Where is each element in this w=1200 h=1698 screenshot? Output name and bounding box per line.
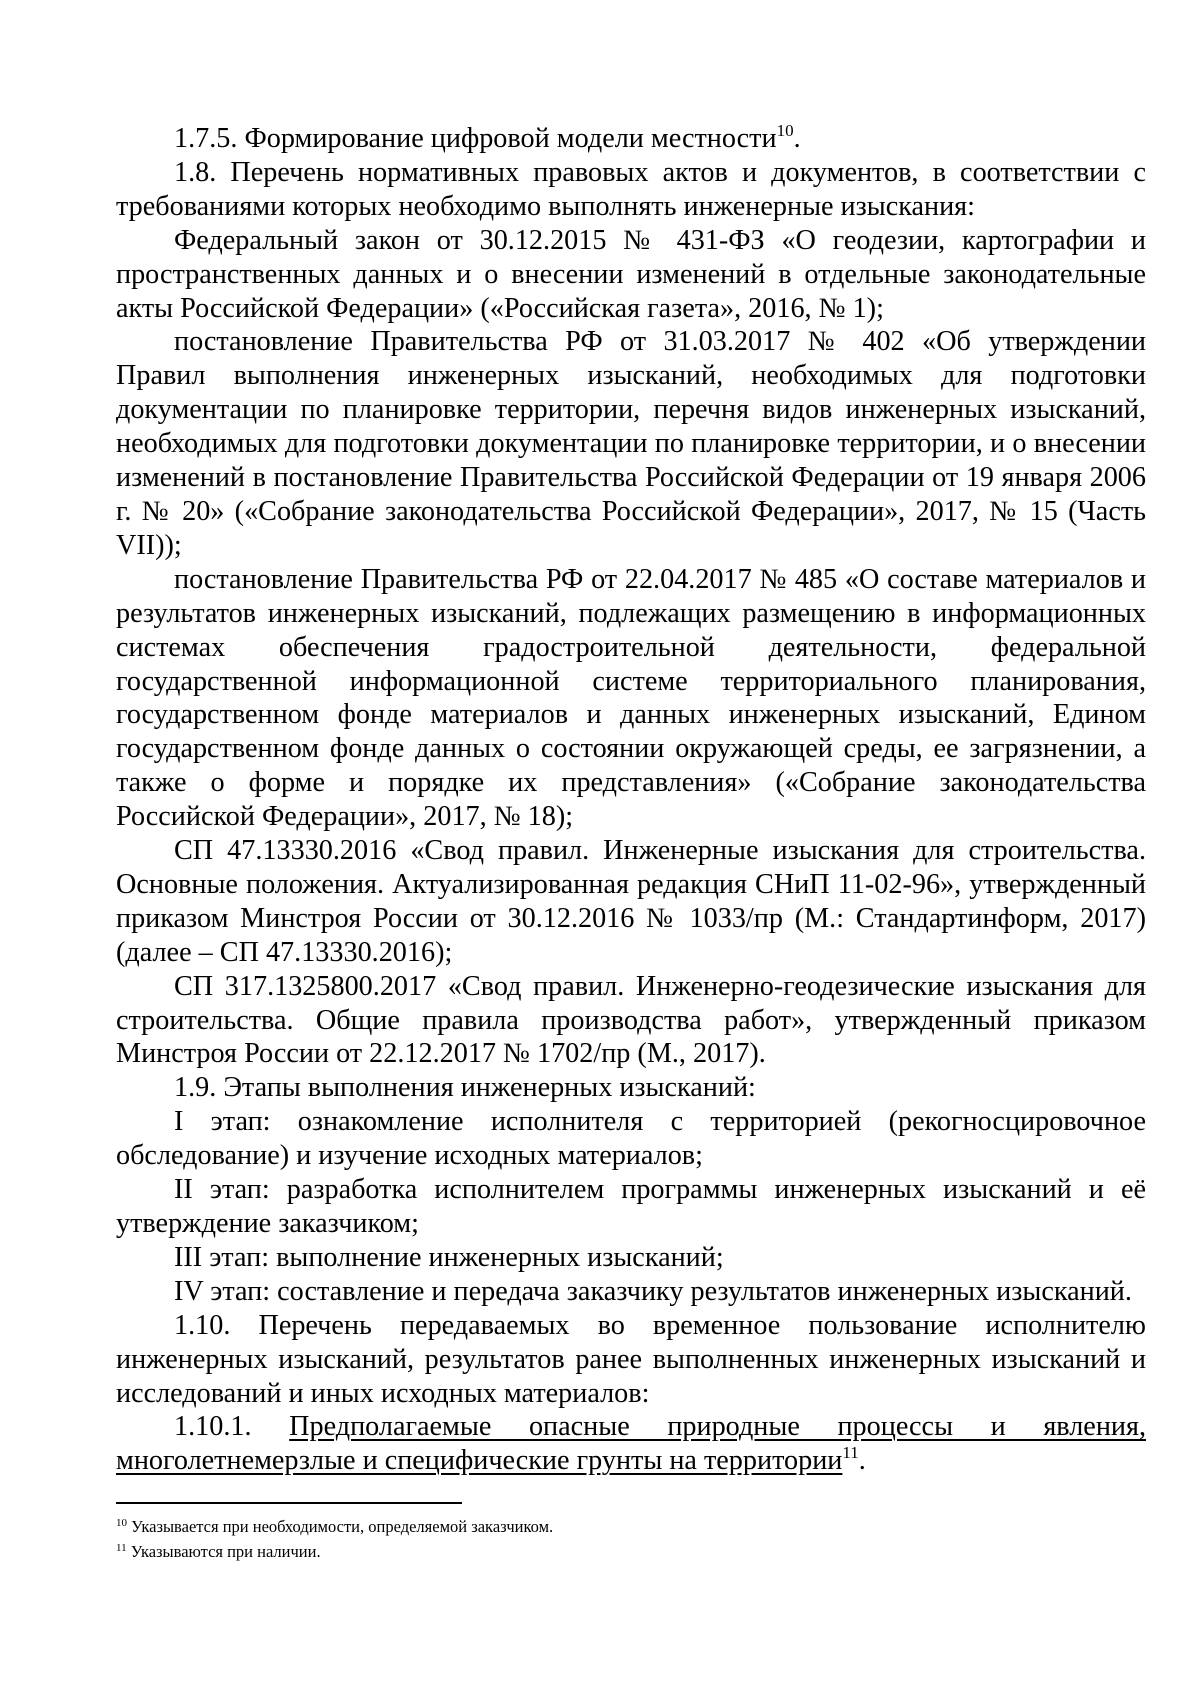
underlined-requirement: Предполагаемые опасные природные процессы и явления, многолетнемерзлые и специфические грунты на территории [116, 1411, 1147, 1477]
footnote-11: $^{11}$ Указываются при наличии. [116, 1542, 321, 1561]
section-1-8: 1.8. Перечень нормативных правовых актов и документов, в соответствии с требованиями которых необходимо выполнять инженерные изыскания: [116, 156, 1146, 222]
stage-3: III этап: выполнение инженерных изысканий; [174, 1241, 724, 1273]
footnotes [116, 1514, 1146, 1564]
section-1-10-1: 1.10.1. Предполагаемые опасные природные процессы и явления, многолетнемерзлые и специфические грунты на территории$^{11}$. [116, 1411, 1147, 1477]
decree-485: постановление Правительства РФ от 22.04.2017 № 485 «О составе материалов и результатов инженерных изысканий, подлежащих размещению в информационных системах обеспечения градостроительной деятельности, федеральной государственной информационной системе территориального планирования, государственном фонде материалов и данных инженерных изысканий, Едином государственном фонде данных о состоянии окружающей среды, ее загрязнении, а также о форме и порядке их представления» («Собрание законодательства Российской Федерации», 2017, № 18); [116, 563, 1146, 833]
stage-1: I этап: ознакомление исполнителя с территорией (рекогносцировочное обследование) и изучение исходных материалов; [116, 1106, 1146, 1172]
stage-4: IV этап: составление и передача заказчику результатов инженерных изысканий. [174, 1275, 1132, 1307]
footnote-10: $^{10}$ Указывается при необходимости, определяемой заказчиком. [116, 1517, 554, 1536]
stage-2: II этап: разработка исполнителем программы инженерных изысканий и её утверждение заказчиком; [116, 1174, 1146, 1239]
sp-317-1325800: СП 317.1325800.2017 «Свод правил. Инженерно-геодезические изыскания для строительства. Общие правила производства работ», утвержденный приказом Минстроя России от 22.12.2017 № 1702/пр (М., 2017). [116, 970, 1146, 1070]
section-1-10: 1.10. Перечень передаваемых во временное пользование исполнителю инженерных изысканий, результатов ранее выполненных инженерных изысканий и исследований и иных исходных материалов: [116, 1309, 1146, 1409]
decree-402: постановление Правительства РФ от 31.03.2017 № 402 «Об утверждении Правил выполнения инженерных изысканий, необходимых для подготовки документации по планировке территории, перечня видов инженерных изысканий, необходимых для подготовки документации по планировке территории, и о внесении изменений в постановление Правительства Российской Федерации от 19 января 2006 г. № 20» («Собрание законодательства Российской Федерации», 2017, № 15 (Часть VII)); [116, 326, 1146, 561]
law-431-fz: Федеральный закон от 30.12.2015 № 431-ФЗ «О геодезии, картографии и пространственных данных и о внесении изменений в отдельные законодательные акты Российской Федерации» («Российская газета», 2016, № 1); [116, 224, 1146, 324]
document-body [116, 122, 1146, 1478]
section-1-7-5: 1.7.5. Формирование цифровой модели местности$^{10}$. [174, 121, 801, 154]
footnote-separator [116, 1502, 462, 1504]
footnote-ref-10[interactable]: 10 [776, 121, 794, 140]
footnote-ref-11[interactable]: 11 [842, 1443, 859, 1463]
sp-47-13330: СП 47.13330.2016 «Свод правил. Инженерные изыскания для строительства. Основные положения. Актуализированная редакция СНиП 11-02-96», утвержденный приказом Минстроя России от 30.12.2016 № 1033/пр (М.: Стандартинформ, 2017) (далее – СП 47.13330.2016); [116, 835, 1146, 968]
section-1-9: 1.9. Этапы выполнения инженерных изысканий: [174, 1072, 756, 1104]
